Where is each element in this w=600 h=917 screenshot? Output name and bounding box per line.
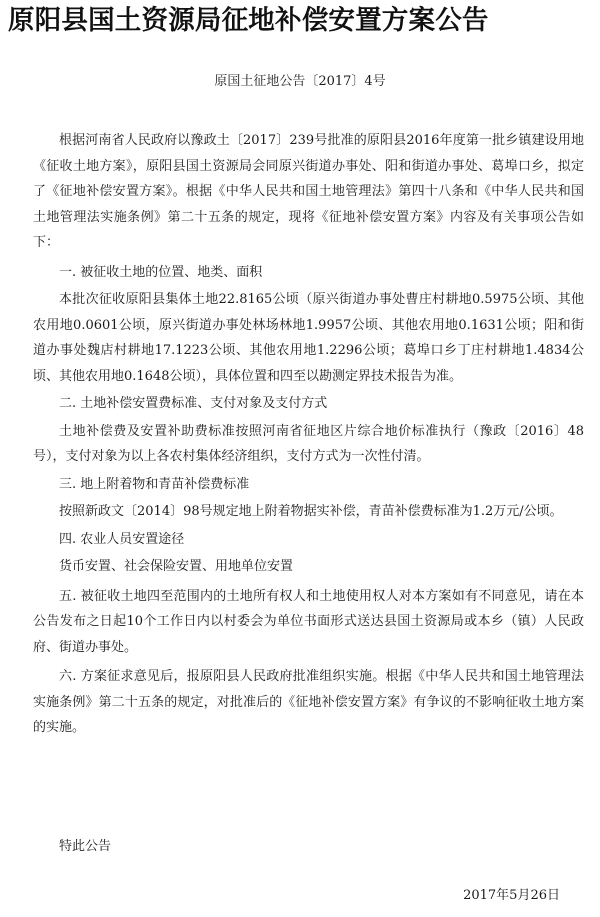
intro-paragraph: 根据河南省人民政府以豫政土〔2017〕239号批准的原阳县2016年度第一批乡镇建设用地《征收土地方案》，原阳县国土资源局会同原兴街道办事处、阳和街道办事处、葛埠口乡，拟定了《征地补偿安置方案》。根据《中华人民共和国土地管理法》第四十八条和《中华人民共和国土地管理法实施条例》第二十五条的规定，现将《征地补偿安置方案》内容及有关事项公告如下： xyxy=(33,133,584,250)
notice-title: 原阳县国土资源局征地补偿安置方案公告 xyxy=(8,5,489,36)
section-3-paragraph: 按照新政文〔2014〕98号规定地上附着物据实补偿，青苗补偿费标准为1.2万元/公顷。 xyxy=(59,504,563,519)
section-3-heading: 三. 地上附着物和青苗补偿费标准 xyxy=(59,476,250,492)
notice-body xyxy=(33,128,584,741)
section-2-heading: 二. 土地补偿安置费标准、支付对象及支付方式 xyxy=(59,396,328,411)
section-1-paragraph: 本批次征收原阳县集体土地22.8165公顷（原兴街道办事处曹庄村耕地0.5975公顷、其他农用地0.0601公顷，原兴街道办事处林场林地1.9957公顷、其他农用地0.1631公顷；阳和街道办事处魏店村耕地17.1223公顷、其他农用地1.2296公顷；葛埠口乡丁庄村耕地1.4834公顷、其他农用地0.1648公顷），具体位置和四至以勘测定界技术报告为准。 xyxy=(33,292,584,384)
section-4-paragraph: 货币安置、社会保险安置、用地单位安置 xyxy=(59,559,294,574)
section-1-heading: 一. 被征收土地的位置、地类、面积 xyxy=(59,264,263,280)
document-number: 原国土征地公告〔2017〕4号 xyxy=(214,74,386,89)
section-5-paragraph: 五. 被征收土地四至范围内的土地所有权人和土地使用权人对本方案如有不同意见，请在本公告发布之日起10个工作日内以村委会为单位书面形式送达县国土资源局或本乡（镇）人民政府、街道办事处。 xyxy=(33,588,584,655)
section-6-paragraph: 六. 方案征求意见后，报原阳县人民政府批准组织实施。根据《中华人民共和国土地管理法实施条例》第二十五条的规定，对批准后的《征地补偿安置方案》有争议的不影响征收土地方案的实施。 xyxy=(33,669,584,735)
issue-date: 2017年5月26日 xyxy=(463,888,560,903)
section-2-paragraph: 土地补偿费及安置补助费标准按照河南省征地区片综合地价标准执行（豫政〔2016〕48号），支付对象为以上各农村集体经济组织，支付方式为一次性付清。 xyxy=(33,423,584,464)
section-4-heading: 四. 农业人员安置途径 xyxy=(59,531,185,547)
closing-text: 特此公告 xyxy=(59,839,112,854)
